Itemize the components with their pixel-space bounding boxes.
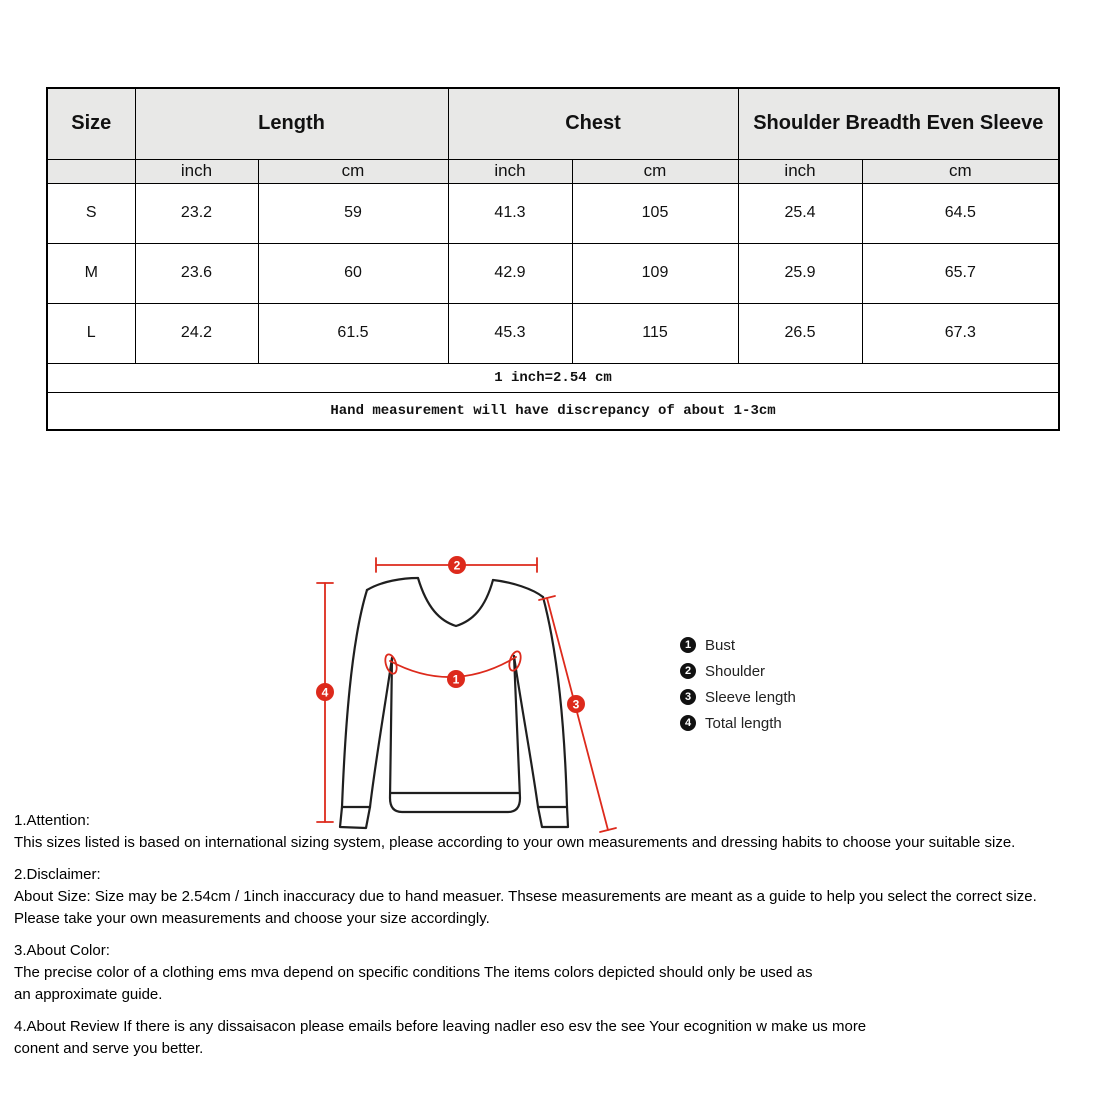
legend-4-circle-icon: 4 [680,715,696,731]
cell-shoulder-inch: 26.5 [738,303,862,363]
about-color-line1: The precise color of a clothing ems mva depend on specific conditions The items colors depicted should only be used as [14,964,813,981]
notes-block [14,810,1094,1070]
attention-body: This sizes listed is based on international sizing system, please according to your own measurements and dressing habits to choose your suitable size. [14,834,1016,851]
cell-length-inch: 23.2 [135,183,258,243]
col-header-shoulder: Shoulder Breadth Even Sleeve [738,88,1059,159]
measurement-lines [317,558,616,832]
disclaimer-line1: About Size: Size may be 2.54cm / 1inch inaccuracy due to hand measuer. Thsese measurements are meant as a guide to help you select the correct size. [14,888,1037,905]
cell-shoulder-inch: 25.9 [738,243,862,303]
table-row-l [47,303,1059,363]
legend-3-label: Sleeve length [705,688,796,706]
about-color-title: 3.About Color: [14,942,110,959]
badge-3-number: 3 [572,697,580,712]
badge-1-number: 1 [452,672,460,687]
units-chest-inch: inch [448,159,572,183]
about-review-line2: conent and serve you better. [14,1040,204,1057]
units-length-inch: inch [135,159,258,183]
table-row-m [47,243,1059,303]
cell-shoulder-cm: 64.5 [862,183,1059,243]
cell-shoulder-cm: 67.3 [862,303,1059,363]
table-note-row-1 [47,363,1059,392]
cell-chest-inch: 45.3 [448,303,572,363]
cell-chest-cm: 109 [572,243,738,303]
units-chest-cm: cm [572,159,738,183]
disclaimer-section [14,864,1094,930]
col-header-chest: Chest [448,88,738,159]
cell-shoulder-cm: 65.7 [862,243,1059,303]
badge-2-number: 2 [453,558,461,573]
cell-length-cm: 59 [258,183,448,243]
cell-size: L [47,303,135,363]
table-note-row-2 [47,392,1059,430]
units-shoulder-inch: inch [738,159,862,183]
legend-item-bust [680,637,796,653]
legend-2-circle-icon: 2 [680,663,696,679]
table-header-row [47,88,1059,159]
about-review-section [14,1016,1094,1060]
sleeve-length-line [547,598,608,830]
legend-item-shoulder [680,663,796,679]
cell-chest-cm: 115 [572,303,738,363]
table-units-row [47,159,1059,183]
attention-title: 1.Attention: [14,812,90,829]
legend-item-sleeve-length [680,689,796,705]
legend-item-total-length [680,715,796,731]
badge-4-number: 4 [321,685,329,700]
cell-chest-inch: 41.3 [448,183,572,243]
size-table [46,87,1060,431]
cell-chest-inch: 42.9 [448,243,572,303]
disclaimer-line2: Please take your own measurements and choose your size accordingly. [14,910,490,927]
discrepancy-note: Hand measurement will have discrepancy of about 1-3cm [47,392,1059,430]
sweater-outline [340,578,568,828]
cell-length-cm: 60 [258,243,448,303]
cell-length-inch: 24.2 [135,303,258,363]
legend-3-circle-icon: 3 [680,689,696,705]
about-review-line1: 4.About Review If there is any dissaisacon please emails before leaving nadler eso esv the see Your ecognition w make us more [14,1018,867,1035]
col-header-size: Size [47,88,135,159]
attention-section [14,810,1094,854]
cell-chest-cm: 105 [572,183,738,243]
cell-size: S [47,183,135,243]
units-empty-cell [47,159,135,183]
measurement-legend [680,637,796,731]
units-length-cm: cm [258,159,448,183]
cell-size: M [47,243,135,303]
table-row-s [47,183,1059,243]
cell-length-inch: 23.6 [135,243,258,303]
cell-length-cm: 61.5 [258,303,448,363]
sweater-measurement-diagram [300,545,680,845]
legend-1-label: Bust [705,636,736,654]
disclaimer-title: 2.Disclaimer: [14,866,101,883]
legend-1-circle-icon: 1 [680,637,696,653]
about-color-section [14,940,1094,1006]
units-shoulder-cm: cm [862,159,1059,183]
about-color-line2: an approximate guide. [14,986,163,1003]
legend-2-label: Shoulder [705,662,766,680]
conversion-note: 1 inch=2.54 cm [47,363,1059,392]
col-header-length: Length [135,88,448,159]
legend-4-label: Total length [705,714,782,732]
cell-shoulder-inch: 25.4 [738,183,862,243]
